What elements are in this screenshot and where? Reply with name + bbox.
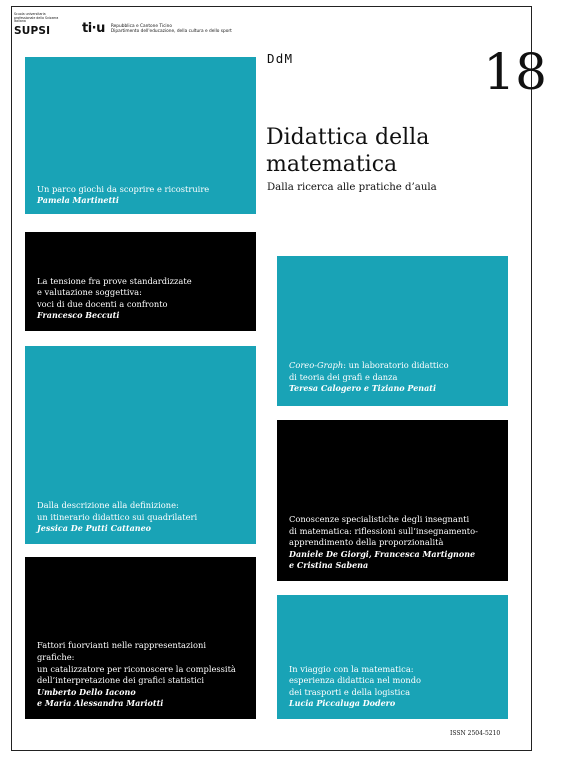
supsi-logo <box>14 13 62 37</box>
article-box-6 <box>277 420 508 581</box>
supsi-wordmark: SUPSI <box>14 24 51 37</box>
ticino-line-1: Repubblica e Cantone Ticino <box>110 23 172 29</box>
journal-title: Didattica della matematica <box>266 125 430 177</box>
article-title-5: Coreo-Graph: un laboratorio didattico di teoria dei grafi e danza <box>289 360 449 382</box>
issue-number: 18 <box>483 43 547 101</box>
journal-subtitle: Dalla ricerca alle pratiche d’aula <box>267 182 437 193</box>
article-author-1: Pamela Martinetti <box>37 195 119 206</box>
article-italic-lead-5: Coreo-Graph <box>289 360 344 371</box>
article-title-4: Fattori fuorvianti nelle rappresentazioni grafiche: un catalizzatore per riconoscere la complessità dell’interpretazione dei grafici statistici <box>37 640 236 686</box>
supsi-small-text: Scuola universitaria professionale della Svizzera italiana <box>14 12 59 24</box>
journal-abbreviation: DdM <box>267 51 294 66</box>
article-title-6: Conoscenze specialistiche degli insegnanti di matematica: riflessioni sull’insegnamento- apprendimento della proporzionalità <box>289 514 478 548</box>
article-author-3: Jessica De Putti Cattaneo <box>37 523 151 534</box>
article-box-1 <box>25 57 256 214</box>
ticino-logo <box>82 21 232 36</box>
article-box-2 <box>25 232 256 331</box>
article-title-7: In viaggio con la matematica: esperienza didattica nel mondo dei trasporti e della logistica <box>289 663 422 697</box>
article-box-4 <box>25 557 256 719</box>
article-author-4: Umberto Dello Iacono e Maria Alessandra Mariotti <box>37 686 164 709</box>
ticino-line-2: Dipartimento dell'educazione, della cultura e dello sport <box>110 28 232 34</box>
article-box-5 <box>277 256 508 406</box>
article-box-3 <box>25 346 256 544</box>
issn: ISSN 2504-5210 <box>450 730 501 737</box>
article-box-7 <box>277 595 508 719</box>
article-title-2: La tensione fra prove standardizzate e valutazione soggettiva: voci di due docenti a confronto <box>37 275 192 309</box>
article-author-7: Lucia Piccaluga Dodero <box>289 698 396 709</box>
ticino-text <box>111 24 232 34</box>
article-title-1: Un parco giochi da scoprire e ricostruire <box>37 183 210 194</box>
article-author-6: Daniele De Giorgi, Francesca Martignone e Cristina Sabena <box>289 548 476 571</box>
article-author-2: Francesco Beccuti <box>37 310 120 321</box>
article-title-3: Dalla descrizione alla definizione: un itinerario didattico sui quadrilateri <box>37 500 198 522</box>
ticino-mark: ti·u <box>82 21 105 36</box>
article-author-5: Teresa Calogero e Tiziano Penati <box>289 383 437 394</box>
